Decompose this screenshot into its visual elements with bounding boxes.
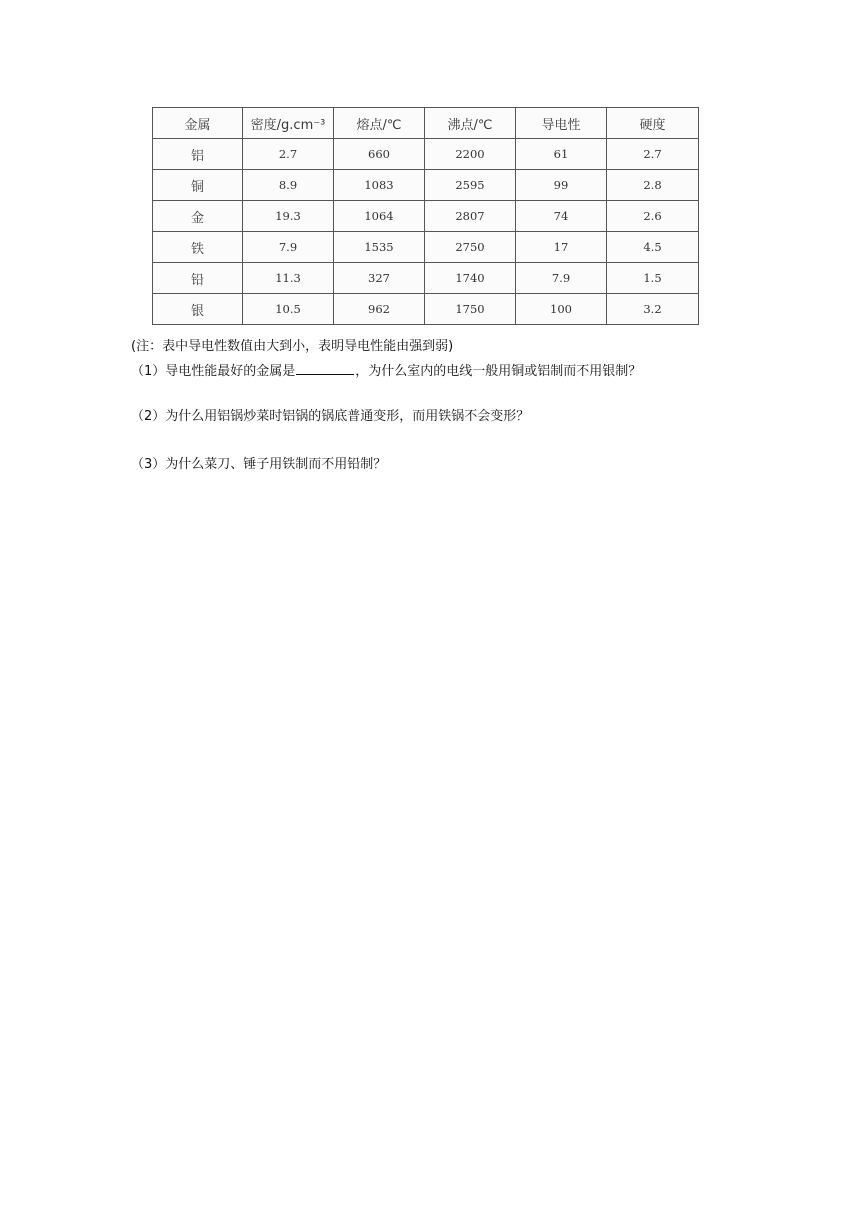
cell-melting-point: 1535 [334,232,425,263]
cell-metal: 铝 [153,139,243,170]
cell-melting-point: 1083 [334,170,425,201]
cell-density: 2.7 [243,139,334,170]
cell-metal: 银 [153,294,243,325]
cell-metal: 金 [153,201,243,232]
cell-density: 11.3 [243,263,334,294]
cell-boiling-point: 2200 [425,139,516,170]
header-density: 密度/g.cm⁻³ [243,108,334,139]
question-1-suffix: ，为什么室内的电线一般用铜或铝制而不用银制？ [355,364,642,379]
cell-boiling-point: 1750 [425,294,516,325]
question-3: （3）为什么菜刀、锤子用铁制而不用铅制？ [131,457,387,472]
table-row [153,201,699,232]
cell-density: 8.9 [243,170,334,201]
cell-hardness: 4.5 [607,232,699,263]
header-hardness: 硬度 [607,108,699,139]
question-1 [131,361,641,381]
table-row [153,232,699,263]
metal-properties-table [152,107,699,325]
cell-metal: 铜 [153,170,243,201]
table-row [153,263,699,294]
cell-density: 19.3 [243,201,334,232]
cell-melting-point: 1064 [334,201,425,232]
cell-hardness: 3.2 [607,294,699,325]
cell-hardness: 1.5 [607,263,699,294]
cell-density: 7.9 [243,232,334,263]
cell-hardness: 2.8 [607,170,699,201]
table-row [153,170,699,201]
cell-boiling-point: 2595 [425,170,516,201]
cell-conductivity: 7.9 [516,263,607,294]
answer-blank[interactable] [296,361,354,375]
cell-conductivity: 99 [516,170,607,201]
cell-melting-point: 327 [334,263,425,294]
cell-boiling-point: 2750 [425,232,516,263]
cell-conductivity: 61 [516,139,607,170]
cell-boiling-point: 1740 [425,263,516,294]
table-note: (注：表中导电性数值由大到小，表明导电性能由强到弱) [131,339,454,354]
cell-metal: 铁 [153,232,243,263]
table-row [153,139,699,170]
metal-properties-table-image [152,107,698,325]
table-row [153,294,699,325]
cell-density: 10.5 [243,294,334,325]
cell-conductivity: 74 [516,201,607,232]
question-2: （2）为什么用铝锅炒菜时铝锅的锅底普通变形，而用铁锅不会变形？ [131,409,530,424]
cell-melting-point: 962 [334,294,425,325]
cell-melting-point: 660 [334,139,425,170]
question-1-prefix: （1）导电性能最好的金属是 [131,364,296,379]
cell-hardness: 2.7 [607,139,699,170]
cell-conductivity: 100 [516,294,607,325]
cell-hardness: 2.6 [607,201,699,232]
cell-boiling-point: 2807 [425,201,516,232]
table-header-row [153,108,699,139]
header-melting-point: 熔点/℃ [334,108,425,139]
cell-conductivity: 17 [516,232,607,263]
header-boiling-point: 沸点/℃ [425,108,516,139]
cell-metal: 铅 [153,263,243,294]
header-metal: 金属 [153,108,243,139]
header-conductivity: 导电性 [516,108,607,139]
